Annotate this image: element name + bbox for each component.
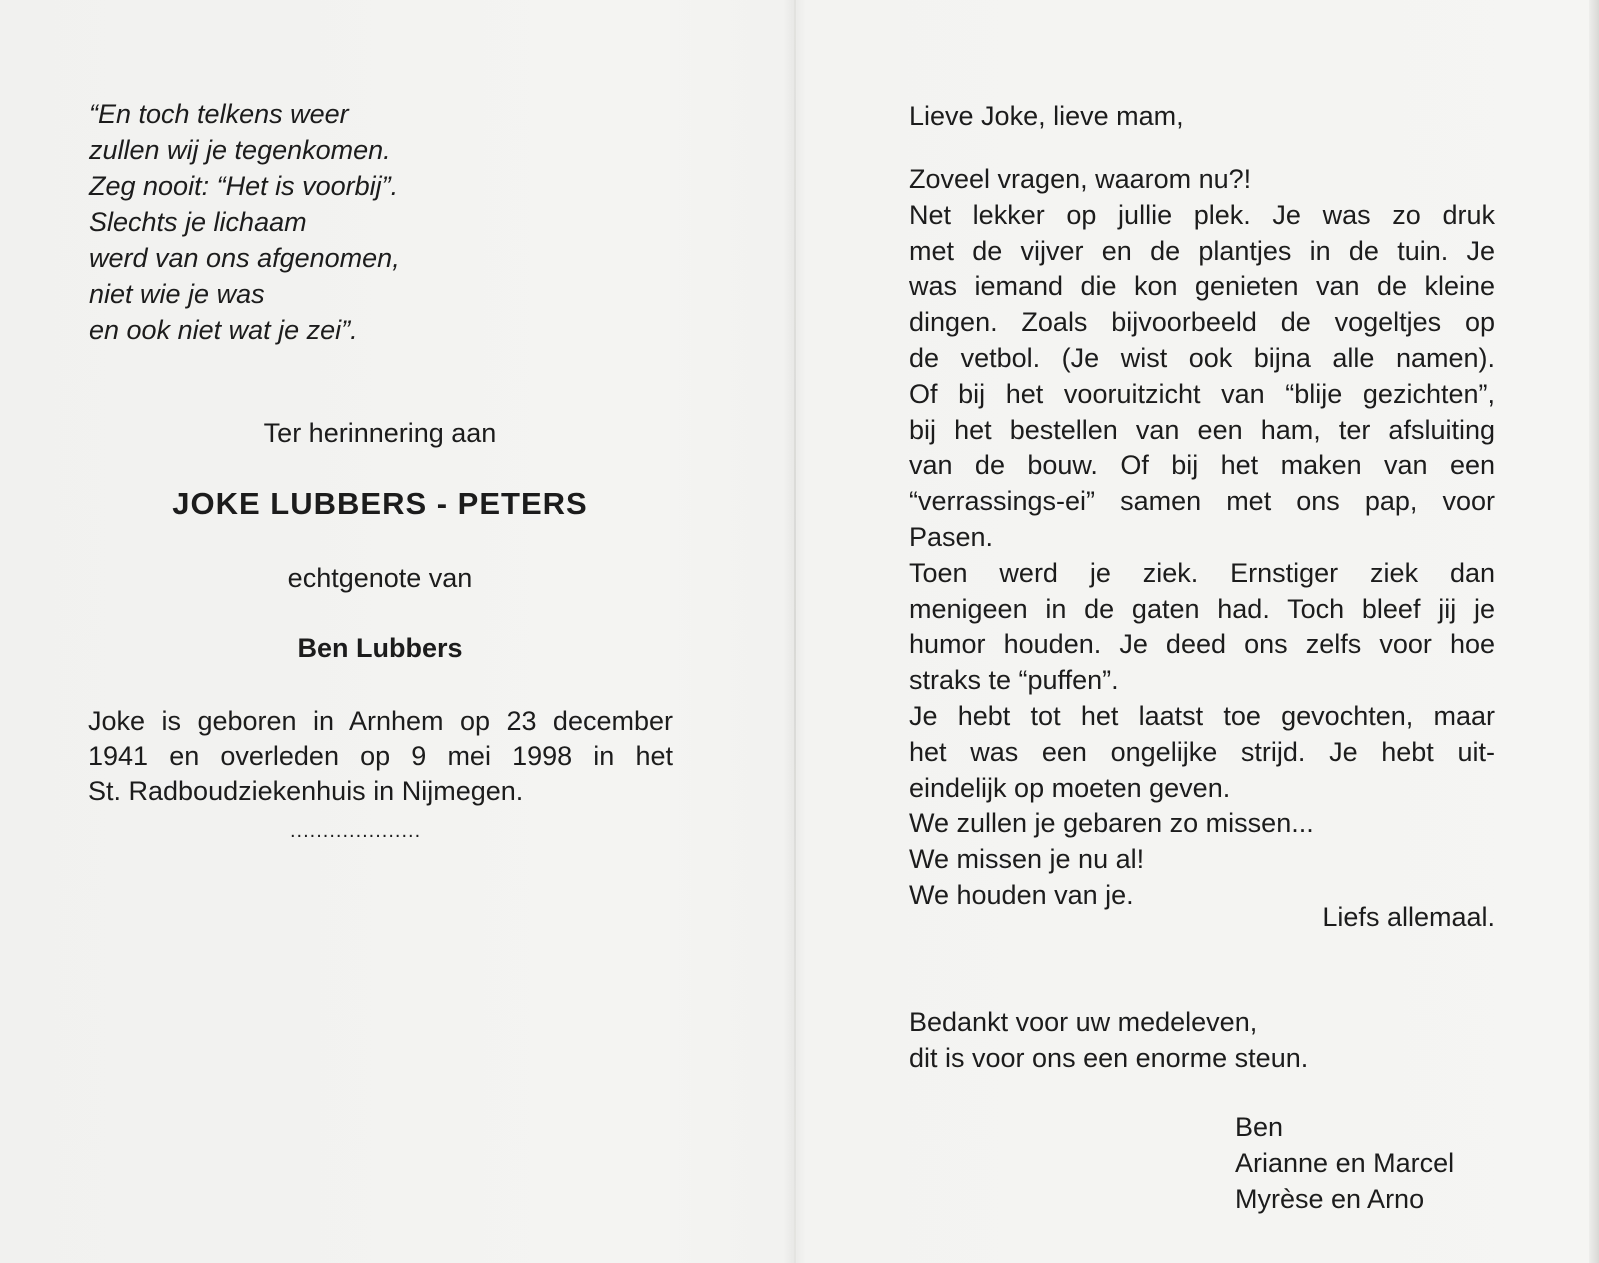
bio-line: St. Radboudziekenhuis in Nijmegen.	[88, 776, 524, 806]
letter-line: menigeen in de gaten had. Toch bleef jij je	[909, 593, 1495, 624]
letter-line: van de bouw. Of bij het maken van een	[909, 450, 1495, 481]
poem	[89, 96, 400, 348]
letter-line: Zoveel vragen, waarom nu?!	[909, 164, 1252, 194]
card-edge	[1589, 0, 1599, 1263]
letter-line: Of bij het vooruitzicht van “blije gezichten”,	[909, 378, 1495, 409]
letter-line: dingen. Zoals bijvoorbeeld de vogeltjes op	[909, 307, 1495, 338]
letter-line: Toen werd je ziek. Ernstiger ziek dan	[909, 557, 1495, 588]
card-fold	[794, 0, 796, 1263]
letter-line: het was een ongelijke strijd. Je hebt uit-	[909, 736, 1495, 767]
bio-line: Joke is geboren in Arnhem op 23 december	[88, 706, 673, 736]
poem-line: Slechts je lichaam	[89, 207, 307, 237]
spouse-name: Ben Lubbers	[297, 633, 463, 663]
thanks-note	[909, 1004, 1308, 1076]
letter-line: “verrassings-ei” samen met ons pap, voor	[909, 486, 1495, 517]
signature-line: Arianne en Marcel	[1235, 1148, 1455, 1178]
letter-body	[909, 162, 1495, 914]
letter-line: We missen je nu al!	[909, 844, 1145, 875]
deceased-name: JOKE LUBBERS - PETERS	[172, 486, 588, 521]
letter-line: straks te “puffen”.	[909, 665, 1119, 696]
letter-line: eindelijk op moeten geven.	[909, 772, 1231, 803]
bio-line: 1941 en overleden op 9 mei 1998 in het	[88, 741, 673, 771]
memorial-intro: Ter herinnering aan	[263, 418, 497, 448]
letter-line: Pasen.	[909, 521, 994, 552]
letter-signoff: Liefs allemaal.	[1322, 902, 1495, 932]
biography	[88, 704, 673, 809]
letter-line: Net lekker op jullie plek. Je was zo druk	[909, 199, 1495, 230]
letter-line: We houden van je.	[909, 879, 1134, 910]
letter-line: We zullen je gebaren zo missen...	[909, 808, 1314, 839]
poem-line: “En toch telkens weer	[89, 99, 349, 129]
poem-line: en ook niet wat je zei”.	[89, 315, 358, 345]
thanks-line: Bedankt voor uw medeleven,	[909, 1007, 1258, 1037]
poem-line: zullen wij je tegenkomen.	[89, 135, 391, 165]
signature-line: Myrèse en Arno	[1235, 1184, 1425, 1214]
poem-line: werd van ons afgenomen,	[89, 243, 400, 273]
letter-salutation: Lieve Joke, lieve mam,	[909, 101, 1184, 131]
spouse-intro: echtgenote van	[287, 563, 473, 593]
letter-line: was iemand die kon genieten van de kleine	[909, 271, 1495, 302]
poem-line: niet wie je was	[89, 279, 265, 309]
letter-line: met de vijver en de plantjes in de tuin. Je	[909, 235, 1495, 266]
signature-line: Ben	[1235, 1112, 1284, 1142]
thanks-line: dit is voor ons een enorme steun.	[909, 1043, 1309, 1073]
poem-line: Zeg nooit: “Het is voorbij”.	[89, 171, 399, 201]
letter-line: de vetbol. (Je wist ook bijna alle namen).	[909, 342, 1495, 373]
separator: ....................	[290, 820, 422, 842]
letter-line: humor houden. Je deed ons zelfs voor hoe	[909, 629, 1495, 660]
letter-line: Je hebt tot het laatst toe gevochten, maar	[909, 700, 1495, 731]
letter-line: bij het bestellen van een ham, ter afsluiting	[909, 414, 1495, 445]
family-signatures	[1235, 1109, 1454, 1217]
